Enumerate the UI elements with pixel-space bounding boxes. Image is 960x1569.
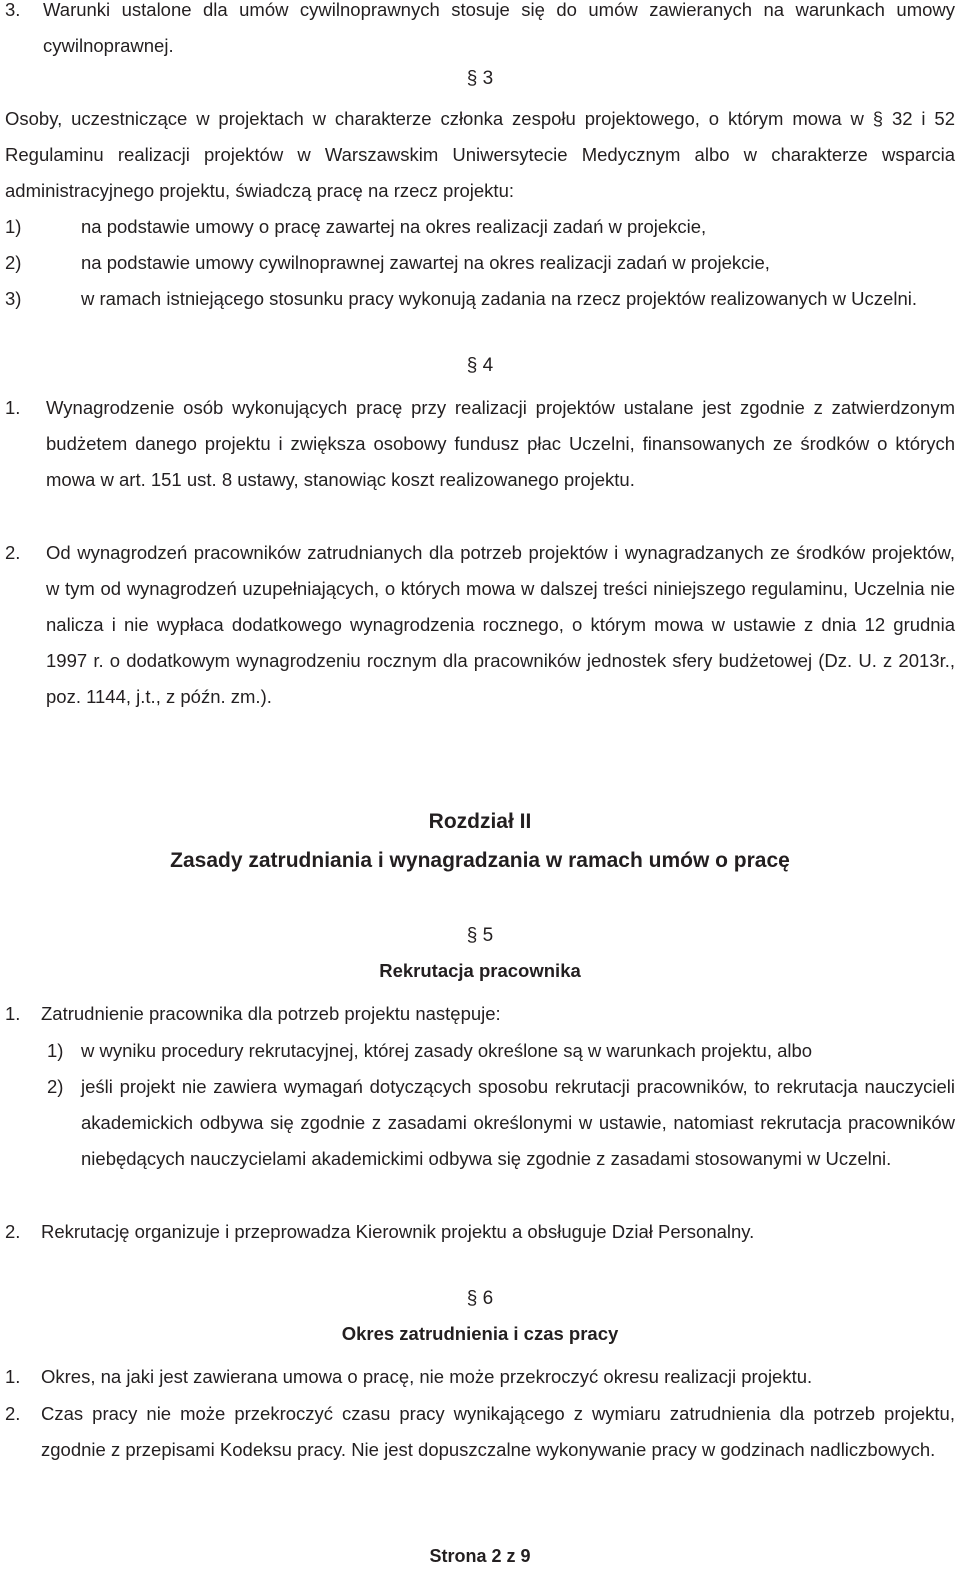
item-number: 1): [5, 216, 22, 237]
item-text: Rekrutację organizuje i przeprowadza Kierownik projektu a obsługuje Dział Personalny.: [41, 1221, 755, 1242]
list-item: [47, 1069, 955, 1177]
list-item: [5, 1214, 955, 1250]
list-item: [5, 390, 955, 498]
item-text: w ramach istniejącego stosunku pracy wykonują zadania na rzecz projektów realizowanych w Uczelni.: [81, 288, 917, 309]
item-number: 2.: [5, 1221, 21, 1242]
section-heading-6: § 6: [466, 1288, 494, 1309]
item-text: w wyniku procedury rekrutacyjnej, której zasady określone są w warunkach projektu, albo: [81, 1040, 813, 1061]
item-number: 1): [47, 1040, 64, 1061]
item-number: 3.: [5, 0, 21, 20]
section-heading-4: § 4: [466, 355, 494, 376]
item-text: Czas pracy nie może przekroczyć czasu pracy wynikającego z wymiaru zatrudnienia dla potrzeb projektu, zgodnie z przepisami Kodeksu pracy. Nie jest dopuszczalne wykonywanie pracy w godzinach nadliczbowych.: [41, 1403, 955, 1460]
item-text: na podstawie umowy o pracę zawartej na okres realizacji zadań w projekcie,: [81, 216, 707, 237]
item-number: 3): [5, 288, 22, 309]
item-text: Zatrudnienie pracownika dla potrzeb projektu następuje:: [41, 1003, 501, 1024]
section-title: Okres zatrudnienia i czas pracy: [341, 1323, 619, 1344]
list-item: [5, 996, 955, 1032]
item-number: 1.: [5, 1003, 21, 1024]
list-item: [5, 0, 955, 64]
list-item: [5, 1359, 955, 1395]
item-number: 1.: [5, 1366, 21, 1387]
item-number: 1.: [5, 397, 21, 418]
list-item: [5, 245, 955, 281]
list-item: [5, 281, 955, 317]
section-heading-5: § 5: [466, 925, 494, 946]
item-text: Okres, na jaki jest zawierana umowa o pracę, nie może przekroczyć okresu realizacji projektu.: [41, 1366, 813, 1387]
item-number: 2): [5, 252, 22, 273]
list-item: [47, 1033, 955, 1069]
chapter-subtitle: Zasady zatrudniania i wynagradzania w ramach umów o pracę: [170, 849, 790, 872]
section-heading-3: § 3: [466, 68, 494, 89]
list-item: [5, 1396, 955, 1468]
list-item: [5, 209, 955, 245]
item-number: 2): [47, 1076, 64, 1097]
item-text: na podstawie umowy cywilnoprawnej zawartej na okres realizacji zadań w projekcie,: [81, 252, 770, 273]
item-number: 2.: [5, 542, 21, 563]
item-text: Warunki ustalone dla umów cywilnoprawnych stosuje się do umów zawieranych na warunkach umowy cywilnoprawnej.: [43, 0, 955, 56]
item-text: jeśli projekt nie zawiera wymagań dotyczących sposobu rekrutacji pracowników, to rekrutacja nauczycieli akademickich odbywa się zgodnie z zasadami określonymi w ustawie, natomiast rekrutacja pracowników niebędących nauczycielami akademickimi odbywa się zgodnie z zasadami stosowanymi w Uczelni.: [81, 1076, 955, 1169]
item-number: 2.: [5, 1403, 21, 1424]
paragraph: Osoby, uczestniczące w projektach w charakterze członka zespołu projektowego, o którym mowa w § 32 i 52 Regulaminu realizacji projektów w Warszawskim Uniwersytecie Medycznym albo w charakterze wsparcia administracyjnego projektu, świadczą pracę na rzecz projektu:: [5, 108, 955, 201]
chapter-title: Rozdział II: [428, 810, 532, 833]
list-item: [5, 535, 955, 715]
item-text: Wynagrodzenie osób wykonujących pracę przy realizacji projektów ustalane jest zgodnie z zatwierdzonym budżetem danego projektu i zwiększa osobowy fundusz płac Uczelni, finansowanych ze środków o których mowa w art. 151 ust. 8 ustawy, stanowiąc koszt realizowanego projektu.: [46, 397, 955, 490]
item-text: Od wynagrodzeń pracowników zatrudnianych dla potrzeb projektów i wynagradzanych ze środków projektów, w tym od wynagrodzeń uzupełniających, o których mowa w dalszej treści niniejszego regulaminu, Uczelnia nie nalicza i nie wypłaca dodatkowego wynagrodzenia rocznego, o którym mowa w ustawie z dnia 12 grudnia 1997 r. o dodatkowym wynagrodzeniu rocznym dla pracowników jednostek sfery budżetowej (Dz. U. z 2013r., poz. 1144, j.t., z późn. zm.).: [46, 542, 955, 707]
page-number: Strona 2 z 9: [429, 1546, 531, 1566]
section-title: Rekrutacja pracownika: [379, 960, 581, 981]
